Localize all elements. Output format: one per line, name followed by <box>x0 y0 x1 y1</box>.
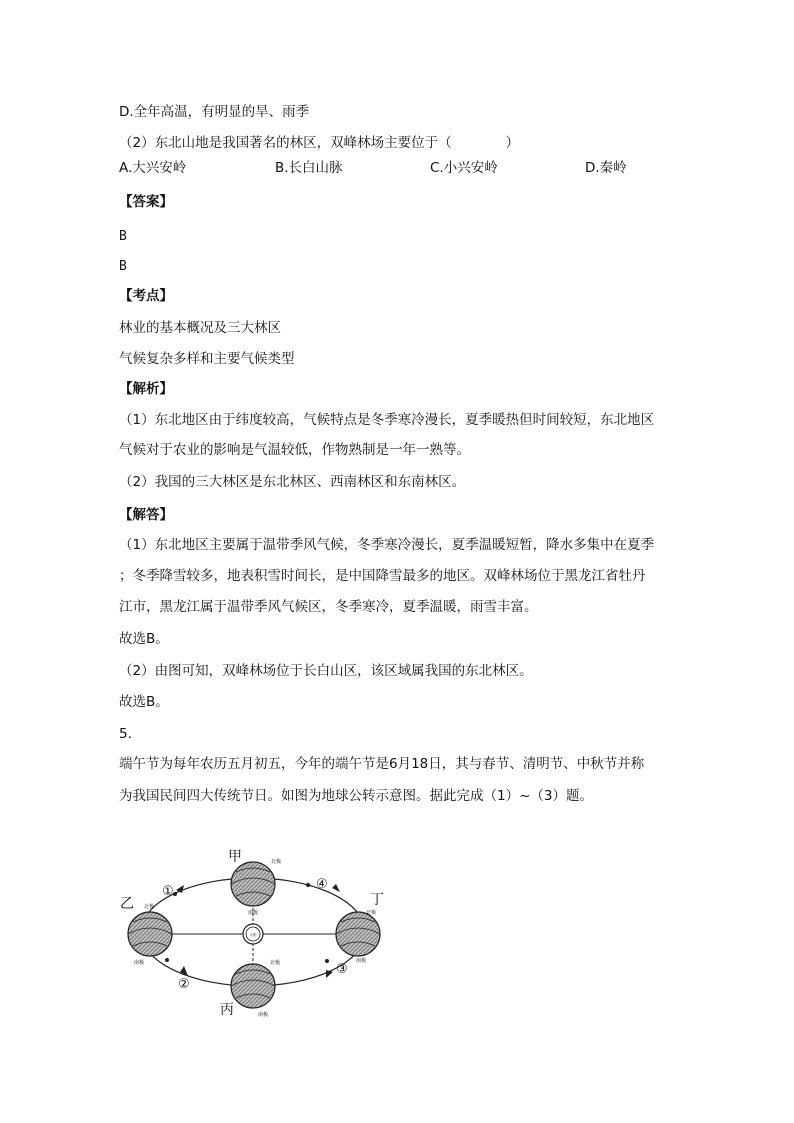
kaodian-item-1: 林业的基本概况及三大林区 <box>119 320 281 336</box>
earth-bing <box>220 959 280 1018</box>
earth-jia <box>228 849 281 916</box>
orbit-dot <box>325 959 329 963</box>
jieda-line-4: 故选B。 <box>119 631 169 647</box>
answer-1: B <box>119 229 127 244</box>
sun-label: 太阳 <box>249 933 257 937</box>
svg-text:南极: 南极 <box>134 960 145 966</box>
svg-text:北极: 北极 <box>144 904 155 910</box>
jieda-line-6: 故选B。 <box>119 694 169 710</box>
jiexi-heading: 【解析】 <box>119 381 173 397</box>
arrow-label-3: ③ <box>336 962 348 977</box>
arrow-label-1: ① <box>162 884 174 899</box>
svg-text:北极: 北极 <box>366 910 377 916</box>
earth-ding <box>336 892 384 964</box>
label-jia: 甲 <box>228 849 242 865</box>
orbit-dot <box>306 883 310 887</box>
answer-heading: 【答案】 <box>119 194 173 210</box>
jieda-line-3: 江市，黑龙江属于温带季风气候区，冬季寒冷，夏季温暖，雨雪丰富。 <box>119 599 538 615</box>
svg-text:北极: 北极 <box>270 960 281 966</box>
jieda-line-2: ；冬季降雪较多，地表积雪时间长，是中国降雪最多的地区。双峰林场位于黑龙江省牡丹 <box>119 568 646 584</box>
kaodian-heading: 【考点】 <box>119 288 173 304</box>
label-bing: 丙 <box>220 1002 234 1018</box>
question-5-line-1: 端午节为每年农历五月初五，今年的端午节是6月18日，其与春节、清明节、中秋节并称 <box>119 756 645 772</box>
kaodian-item-2: 气候复杂多样和主要气候类型 <box>119 351 295 367</box>
jiexi-line-1: （1）东北地区由于纬度较高，气候特点是冬季寒冷漫长，夏季暖热但时间较短，东北地区 <box>119 412 655 428</box>
jieda-line-1: （1）东北地区主要属于温带季风气候，冬季寒冷漫长，夏季温暖短暂，降水多集中在夏季 <box>119 537 655 553</box>
svg-text:南极: 南极 <box>247 910 259 916</box>
sun <box>243 924 263 944</box>
question-5-number: 5. <box>119 726 132 742</box>
jiexi-line-2: 气候对于农业的影响是气温较低，作物熟制是一年一熟等。 <box>119 442 470 458</box>
option-b: B.长白山脉 <box>275 160 343 176</box>
svg-text:北极: 北极 <box>271 859 282 865</box>
svg-text:南极: 南极 <box>356 958 367 964</box>
earth-revolution-diagram <box>118 848 398 1018</box>
jieda-line-5: （2）由图可知，双峰林场位于长白山区，该区域属我国的东北林区。 <box>119 663 533 679</box>
option-c: C.小兴安岭 <box>430 160 498 176</box>
jieda-heading: 【解答】 <box>119 507 173 523</box>
label-ding: 丁 <box>370 892 384 908</box>
question-2-stem: （2）东北山地是我国著名的林区，双峰林场主要位于（ ） <box>119 135 520 151</box>
jiexi-line-3: （2）我国的三大林区是东北林区、西南林区和东南林区。 <box>119 474 466 490</box>
question-5-line-2: 为我国民间四大传统节日。如图为地球公转示意图。据此完成（1）~（3）题。 <box>119 788 593 804</box>
arrow-label-4: ④ <box>316 877 328 892</box>
arrow-head-4 <box>332 884 340 892</box>
earth-yi <box>120 896 172 966</box>
option-a: A.大兴安岭 <box>119 160 187 176</box>
label-yi: 乙 <box>120 896 134 912</box>
arrow-head-3 <box>326 970 333 978</box>
option-d-q1: D.全年高温，有明显的旱、雨季 <box>119 104 310 120</box>
answer-2: B <box>119 259 127 274</box>
orbit-dot <box>165 958 169 962</box>
option-d: D.秦岭 <box>585 160 627 176</box>
svg-text:南极: 南极 <box>258 1012 269 1018</box>
arrow-label-2: ② <box>178 977 190 992</box>
